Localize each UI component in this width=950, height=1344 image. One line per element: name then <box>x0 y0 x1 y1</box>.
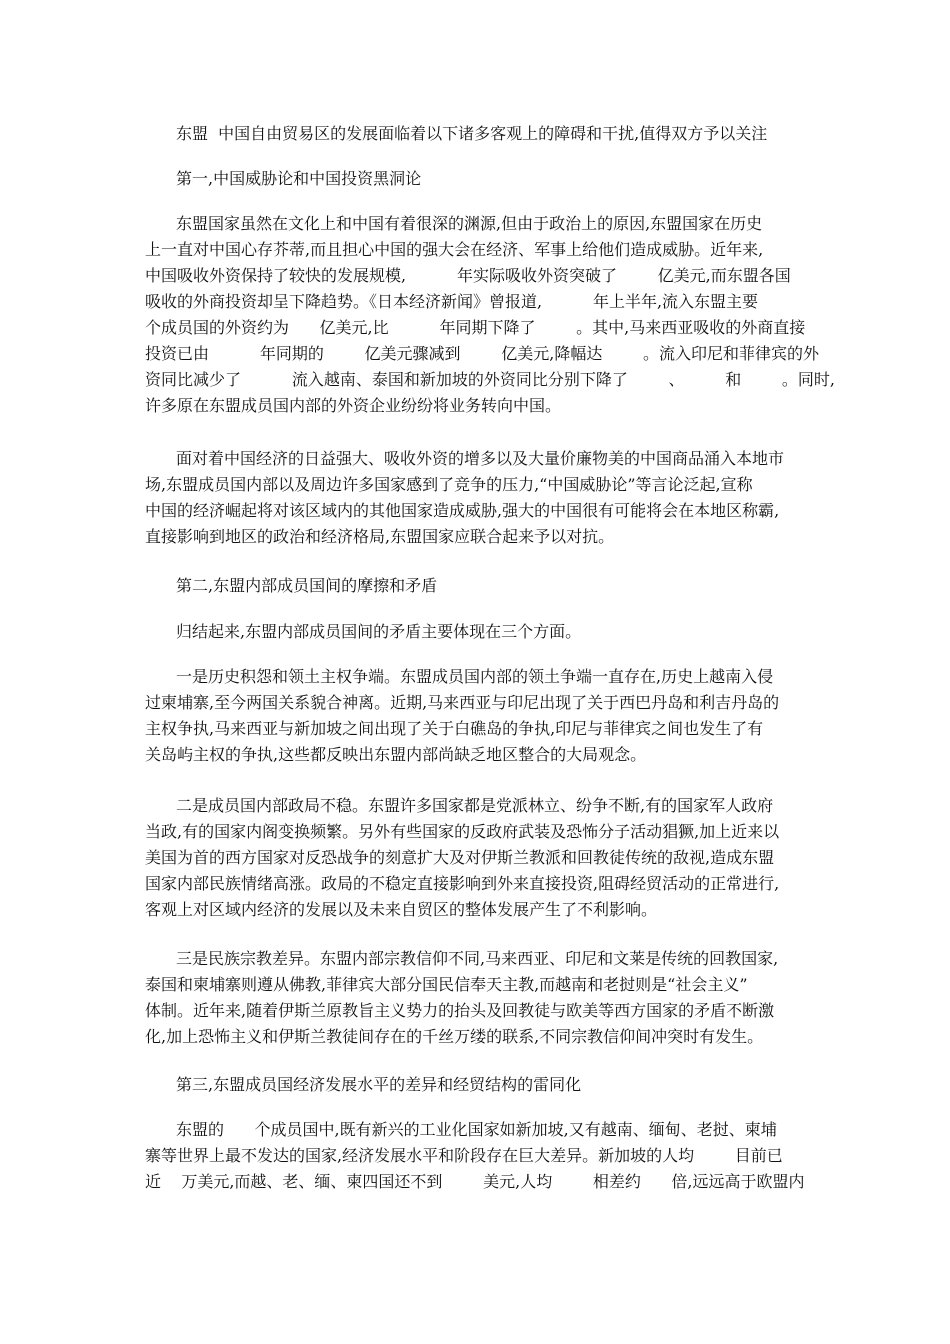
paragraph-6-line-4: 化,加上恐怖主义和伊斯兰教徒间存在的千丝万缕的联系,不同宗教信仰间冲突时有发生。 <box>145 1027 764 1046</box>
paragraph-5-line-5: 客观上对区域内经济的发展以及未来自贸区的整体发展产生了不利影响。 <box>145 900 658 919</box>
paragraph-7-line-3: 近 万美元,而越、老、缅、柬四国还不到 美元,人均 相差约 倍,远远高于欧盟内 <box>145 1172 805 1191</box>
paragraph-5-line-3: 美国为首的西方国家对反恐战争的刻意扩大及对伊斯兰教派和回教徒传统的敌视,造成东盟 <box>145 848 775 867</box>
section-heading-3: 第三,东盟成员国经济发展水平的差异和经贸结构的雷同化 <box>176 1075 582 1094</box>
paragraph-5-line-4: 国家内部民族情绪高涨。政局的不稳定直接影响到外来直接投资,阻碍经贸活动的正常进行, <box>145 874 780 893</box>
paragraph-2-line-4: 直接影响到地区的政治和经济格局,东盟国家应联合起来予以对抗。 <box>145 527 615 546</box>
paragraph-4-line-2: 过柬埔寨,至今两国关系貌合神离。近期,马来西亚与印尼出现了关于西巴丹岛和利吉丹岛的 <box>145 693 780 712</box>
paragraph-2-line-3: 中国的经济崛起将对该区域内的其他国家造成威胁,强大的中国很有可能将会在本地区称霸, <box>145 501 780 520</box>
paragraph-3-line-1: 归结起来,东盟内部成员国间的矛盾主要体现在三个方面。 <box>176 622 582 641</box>
paragraph-1-line-1: 东盟国家虽然在文化上和中国有着很深的渊源,但由于政治上的原因,东盟国家在历史 <box>176 214 763 233</box>
section-heading-1: 第一,中国威胁论和中国投资黑洞论 <box>176 169 422 188</box>
paragraph-6-line-3: 体制。近年来,随着伊斯兰原教旨主义势力的抬头及回教徒与欧美等西方国家的矛盾不断激 <box>145 1001 775 1020</box>
paragraph-2-line-1: 面对着中国经济的日益强大、吸收外资的增多以及大量价廉物美的中国商品涌入本地市 <box>176 449 785 468</box>
paragraph-1-line-7: 资同比减少了 流入越南、泰国和新加坡的外资同比分别下降了 、 和 。同时, <box>145 370 836 389</box>
intro-sentence: 东盟 中国自由贸易区的发展面临着以下诸多客观上的障碍和干扰,值得双方予以关注 <box>176 124 768 143</box>
paragraph-4-line-4: 关岛屿主权的争执,这些都反映出东盟内部尚缺乏地区整合的大局观念。 <box>145 745 647 764</box>
paragraph-1-line-6: 投资已由 年同期的 亿美元骤减到 亿美元,降幅达 。流入印尼和菲律宾的外 <box>145 344 820 363</box>
paragraph-6-line-1: 三是民族宗教差异。东盟内部宗教信仰不同,马来西亚、印尼和文莱是传统的回教国家, <box>176 949 779 968</box>
paragraph-1-line-2: 上一直对中国心存芥蒂,而且担心中国的强大会在经济、军事上给他们造成威胁。近年来, <box>145 240 764 259</box>
section-heading-2: 第二,东盟内部成员国间的摩擦和矛盾 <box>176 576 438 595</box>
paragraph-4-line-1: 一是历史积怨和领土主权争端。东盟成员国内部的领土争端一直存在,历史上越南入侵 <box>176 667 774 686</box>
paragraph-1-line-4: 吸收的外商投资却呈下降趋势。《日本经济新闻》曾报道, 年上半年,流入东盟主要 <box>145 292 759 311</box>
paragraph-1-line-8: 许多原在东盟成员国内部的外资企业纷纷将业务转向中国。 <box>145 396 562 415</box>
paragraph-4-line-3: 主权争执,马来西亚与新加坡之间出现了关于白礁岛的争执,印尼与菲律宾之间也发生了有 <box>145 719 764 738</box>
paragraph-2-line-2: 场,东盟成员国内部以及周边许多国家感到了竞争的压力,“中国威胁论”等言论泛起,宣称 <box>145 475 753 494</box>
paragraph-1-line-5: 个成员国的外资约为 亿美元,比 年同期下降了 。其中,马来西亚吸收的外商直接 <box>145 318 806 337</box>
paragraph-7-line-1: 东盟的 个成员国中,既有新兴的工业化国家如新加坡,又有越南、缅甸、老挝、柬埔 <box>176 1120 777 1139</box>
paragraph-6-line-2: 泰国和柬埔寨则遵从佛教,菲律宾大部分国民信奉天主教,而越南和老挝则是“社会主义” <box>145 975 748 994</box>
paragraph-7-line-2: 寨等世界上最不发达的国家,经济发展水平和阶段存在巨大差异。新加坡的人均 目前已 <box>145 1146 783 1165</box>
paragraph-5-line-1: 二是成员国内部政局不稳。东盟许多国家都是党派林立、纷争不断,有的国家军人政府 <box>176 796 774 815</box>
paragraph-1-line-3: 中国吸收外资保持了较快的发展规模, 年实际吸收外资突破了 亿美元,而东盟各国 <box>145 266 791 285</box>
paragraph-5-line-2: 当政,有的国家内阁变换频繁。另外有些国家的反政府武装及恐怖分子活动猖獗,加上近来以 <box>145 822 780 841</box>
